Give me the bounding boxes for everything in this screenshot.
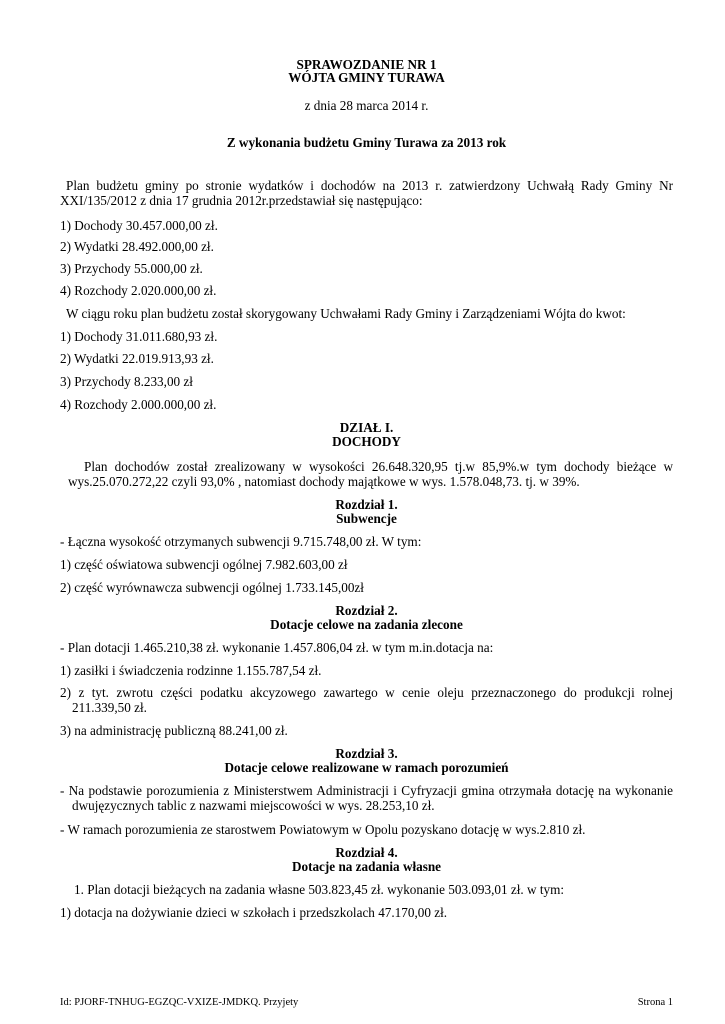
intro-paragraph: Plan budżetu gminy po stronie wydatków i dochodów na 2013 r. zatwierdzony Uchwałą Rady Gminy Nr XXI/135/2012 z dnia 17 grudnia 2012r.przedstawiał się następująco: — [60, 178, 673, 208]
correction-paragraph: W ciągu roku plan budżetu został skorygowany Uchwałami Rady Gminy i Zarządzeniami Wójta do kwot: — [66, 306, 626, 321]
rozdzial4-line: 1. Plan dotacji bieżących na zadania własne 503.823,45 zł. wykonanie 503.093,01 zł. w tym: — [74, 882, 565, 897]
rozdzial4-line: 1) dotacja na dożywianie dzieci w szkołach i przedszkolach 47.170,00 zł. — [60, 905, 448, 920]
dzial1-heading-line2: DOCHODY — [332, 434, 401, 449]
rozdzial1-line: - Łączna wysokość otrzymanych subwencji 9.715.748,00 zł. W tym: — [60, 534, 422, 549]
document-subject: Z wykonania budżetu Gminy Turawa za 2013 rok — [226, 135, 507, 150]
corrected-item: 2) Wydatki 22.019.913,93 zł. — [60, 351, 214, 366]
rozdzial2-line: 3) na administrację publiczną 88.241,00 zł. — [60, 723, 288, 738]
dzial1-paragraph: Plan dochodów został zrealizowany w wysokości 26.648.320,95 tj.w 85,9%.w tym dochody bieżące w wys.25.070.272,22 czyli 93,0% , natomiast dochody majątkowe w wys. 1.578.048,73. tj. w 39%. — [68, 459, 673, 489]
rozdzial3-line: - Na podstawie porozumienia z Ministerstwem Administracji i Cyfryzacji gmina otrzymała dotację na wykonanie dwujęzycznych tablic z nazwami miejscowości w wys. 28.253,10 zł. — [60, 783, 673, 813]
corrected-item: 3) Przychody 8.233,00 zł — [60, 374, 193, 389]
rozdzial4-heading-line2: Dotacje na zadania własne — [291, 859, 442, 874]
plan-item: 3) Przychody 55.000,00 zł. — [60, 261, 203, 276]
plan-item: 1) Dochody 30.457.000,00 zł. — [60, 218, 218, 233]
rozdzial1-heading-line2: Subwencje — [336, 511, 397, 526]
document-title-line2: WÓJTA GMINY TURAWA — [288, 70, 445, 85]
rozdzial3-line: - W ramach porozumienia ze starostwem Powiatowym w Opolu pozyskano dotację w wys.2.810 zł. — [60, 822, 586, 837]
rozdzial2-line: 2) z tyt. zwrotu części podatku akcyzowego zawartego w cenie oleju przeznaczonego do produkcji rolnej 211.339,50 zł. — [60, 685, 673, 715]
footer-page-number: Strona 1 — [637, 997, 673, 1008]
rozdzial2-line: 1) zasiłki i świadczenia rodzinne 1.155.787,54 zł. — [60, 663, 322, 678]
footer-document-id: Id: PJORF-TNHUG-EGZQC-VXIZE-JMDKQ. Przyjety — [60, 997, 299, 1008]
plan-item: 4) Rozchody 2.020.000,00 zł. — [60, 283, 217, 298]
rozdzial2-heading-line1: Rozdział 2. — [335, 603, 398, 618]
rozdzial1-line: 2) część wyrównawcza subwencji ogólnej 1.733.145,00zł — [60, 580, 364, 595]
rozdzial1-line: 1) część oświatowa subwencji ogólnej 7.982.603,00 zł — [60, 557, 348, 572]
rozdzial2-heading-line2: Dotacje celowe na zadania zlecone — [270, 617, 463, 632]
plan-item: 2) Wydatki 28.492.000,00 zł. — [60, 239, 214, 254]
rozdzial2-line: - Plan dotacji 1.465.210,38 zł. wykonanie 1.457.806,04 zł. w tym m.in.dotacja na: — [60, 640, 494, 655]
rozdzial3-heading-line2: Dotacje celowe realizowane w ramach porozumień — [224, 760, 509, 775]
rozdzial4-heading-line1: Rozdział 4. — [335, 845, 398, 860]
document-title-line1: SPRAWOZDANIE NR 1 — [296, 57, 437, 72]
rozdzial1-heading-line1: Rozdział 1. — [335, 497, 398, 512]
corrected-item: 4) Rozchody 2.000.000,00 zł. — [60, 397, 217, 412]
document-date: z dnia 28 marca 2014 r. — [304, 98, 429, 113]
dzial1-heading-line1: DZIAŁ I. — [339, 420, 394, 435]
corrected-item: 1) Dochody 31.011.680,93 zł. — [60, 329, 218, 344]
rozdzial3-heading-line1: Rozdział 3. — [335, 746, 398, 761]
